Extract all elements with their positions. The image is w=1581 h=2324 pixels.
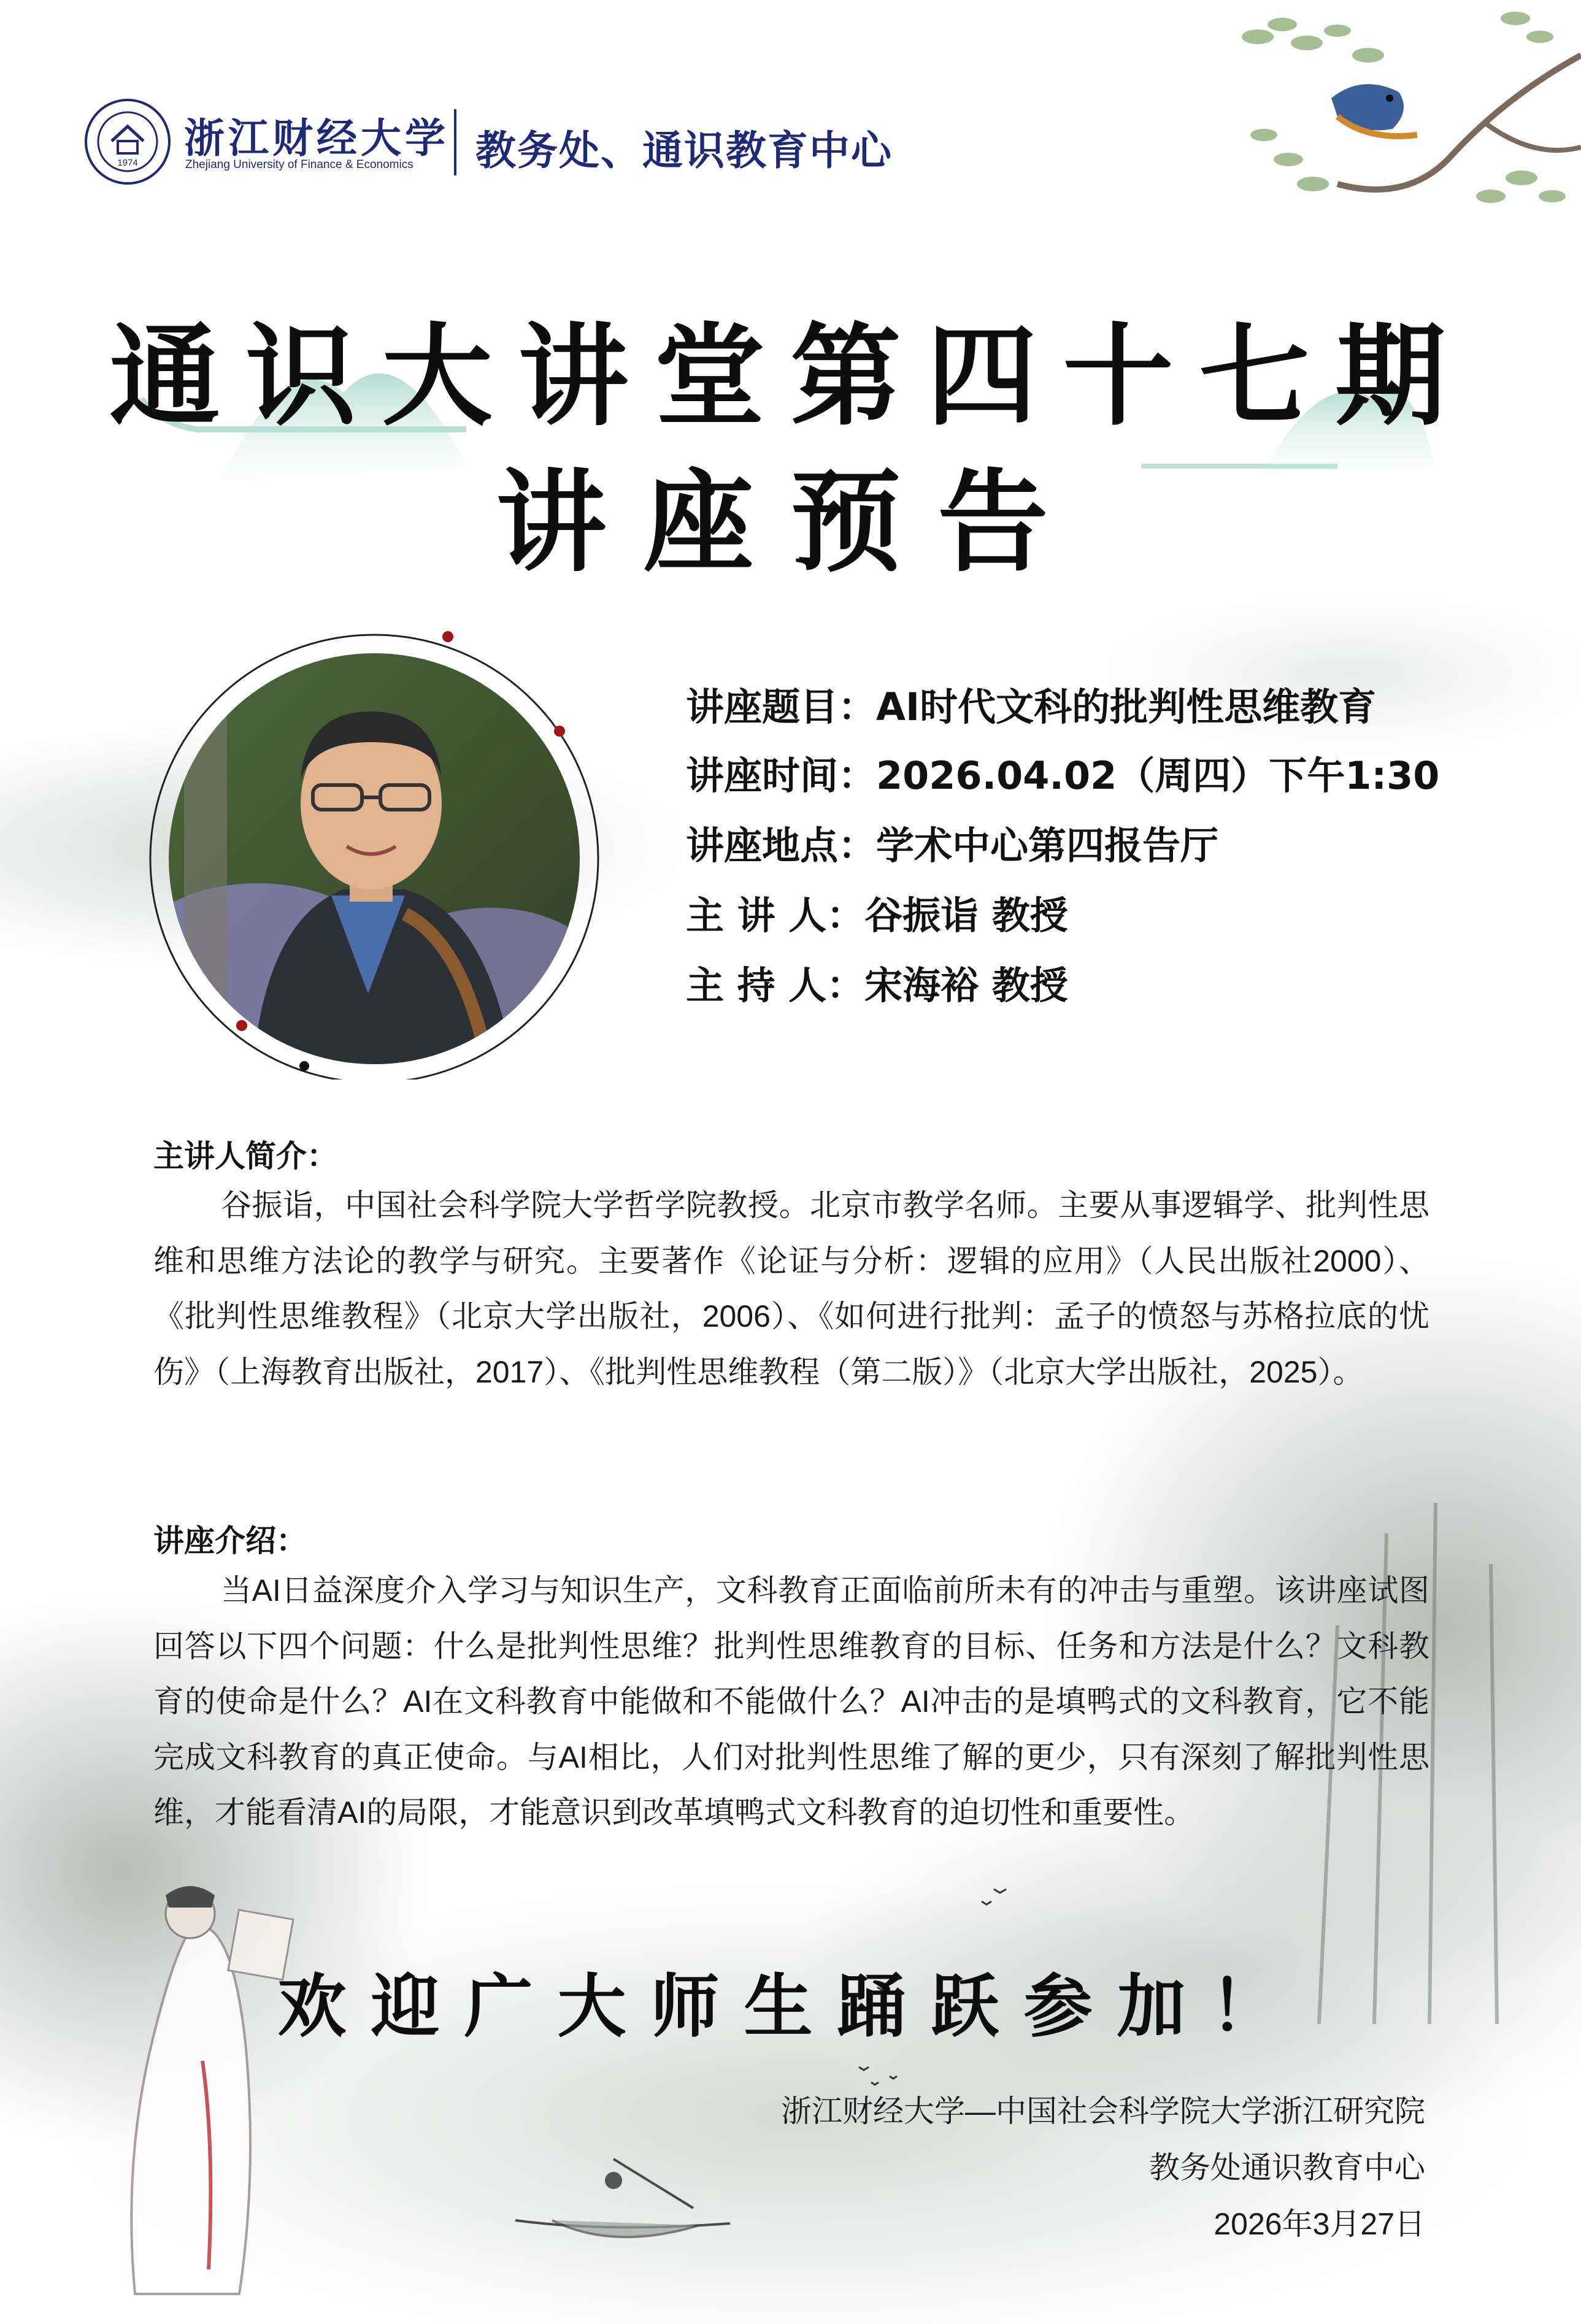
info-time-value: 2026.04.02（周四）下午1:30 [876, 753, 1440, 798]
info-topic [686, 686, 1376, 729]
info-time-label: 讲座时间： [686, 753, 877, 798]
info-location-value: 学术中心第四报告厅 [876, 823, 1219, 868]
info-topic-value: AI时代文科的批判性思维教育 [876, 685, 1377, 729]
footer-date: 2026年3月27日 [1214, 2207, 1425, 2241]
poster-title: 通识大讲堂第四十七期 [109, 312, 1472, 441]
university-name-en: Zhejiang University of Finance & Economics [185, 158, 414, 171]
speaker-bio-text: 谷振诣，中国社会科学院大学哲学院教授。北京市教学名师。主要从事逻辑学、批判性思维和思维方法论的教学与研究。主要著作《论证与分析：逻辑的应用》（人民出版社2000）、《批判性思维教程》（北京大学出版社，2006）、《如何进行批判：孟子的愤怒与苏格拉底的忧伤》（上海教育出版社，2017）、《批判性思维教程（第二版）》（北京大学出版社，2025）。 [153, 1188, 1429, 1389]
footer-center: 教务处通识教育中心 [1149, 2150, 1425, 2185]
lecture-intro-text: 当AI日益深度介入学习与知识生产，文科教育正面临前所未有的冲击与重塑。该讲座试图回答以下四个问题：什么是批判性思维？批判性思维教育的目标、任务和方法是什么？文科教育的使命是什么？AI在文科教育中能做和不能做什么？AI冲击的是填鸭式的文科教育，它不能完成文科教育的真正使命。与AI相比，人们对批判性思维了解的更少，只有深刻了解批判性思维，才能看清AI的局限，才能意识到改革填鸭式文科教育的迫切性和重要性。 [153, 1573, 1429, 1830]
info-topic-label: 讲座题目： [686, 685, 877, 729]
info-time [686, 754, 1439, 797]
welcome-message: 欢迎广大师生踊跃参加！ [277, 1966, 1304, 2047]
header-divider [454, 109, 456, 175]
info-host [686, 964, 1068, 1007]
department-name: 教务处、通识教育中心 [475, 127, 893, 174]
info-speaker-label: 主 讲 人： [686, 893, 865, 938]
info-location-label: 讲座地点： [686, 823, 877, 868]
speaker-portrait [147, 626, 614, 1080]
university-seal-logo [84, 98, 171, 185]
poster-subtitle: 讲座预告 [496, 458, 1085, 587]
info-host-label: 主 持 人： [686, 963, 865, 1008]
university-name-cn: 浙江财经大学 [184, 114, 449, 162]
info-speaker [686, 894, 1068, 937]
info-location [686, 824, 1218, 867]
info-host-value: 宋海裕 教授 [864, 963, 1068, 1008]
seal-year: 1974 [117, 158, 138, 168]
lecture-intro-heading: 讲座介绍： [153, 1523, 307, 1559]
info-speaker-value: 谷振诣 教授 [864, 893, 1068, 938]
footer-organizer: 浙江财经大学—中国社会科学院大学浙江研究院 [781, 2094, 1425, 2128]
speaker-bio-heading: 主讲人简介： [153, 1138, 337, 1174]
